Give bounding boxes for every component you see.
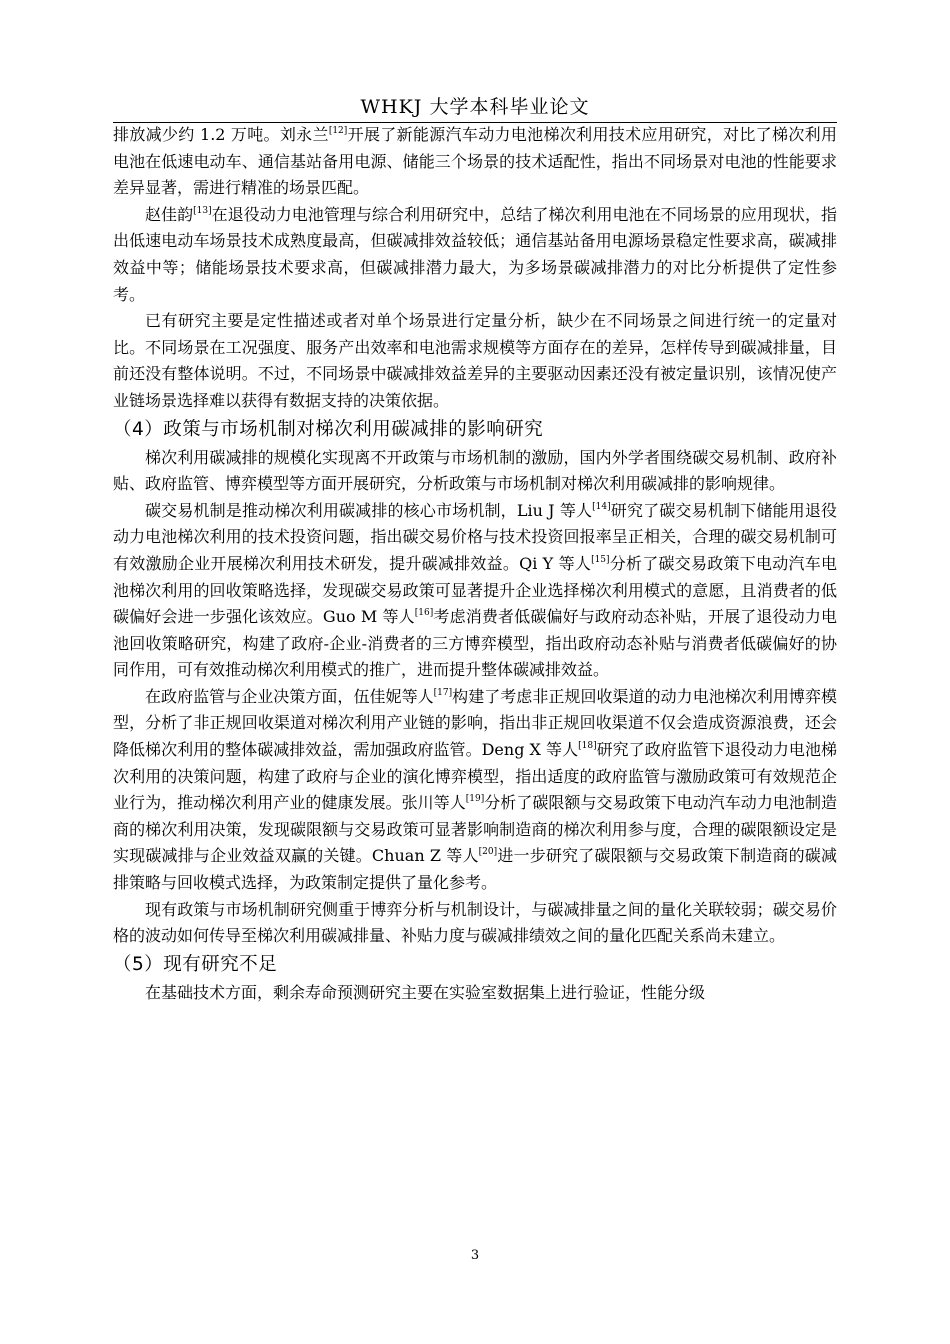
paragraph-text: 在退役动力电池管理与综合利用研究中，总结了梯次利用电池在不同场景的应用现状，指出低速电动车场景技术成熟度最高，但碳减排效益较低；通信基站备用电源场景稳定性要求高，碳减排效益中等；储能场景技术要求高，但碳减排潜力最大，为多场景碳减排潜力的对比分析提供了定性参考。 [113,204,837,304]
paragraph-text: 研究了政府监管下退役动力电池梯次利用的决策问题，构建了政府与企业的演化博弈模型，指出适度的政府监管与激励政策可有效规范企业行为，推动梯次利用产业的健康发展。张川等人 [113,740,837,813]
header-title: WHKJ 大学本科毕业论文 [360,96,590,118]
paragraph-text: 赵佳韵 [145,204,194,224]
paragraph-text: 开展了新能源汽车动力电池梯次利用技术应用研究，对比了梯次利用电池在低速电动车、通信基站备用电源、储能三个场景的技术适配性，指出不同场景对电池的性能要求差异显著，需进行精准的场景匹配。 [113,125,837,198]
body-paragraph [113,445,837,498]
citation-ref: [13] [193,205,212,216]
citation-ref: [17] [433,687,453,698]
citation-ref: [20] [478,847,498,858]
page-header [113,92,837,123]
paragraph-text: 已有研究主要是定性描述或者对单个场景进行定量分析，缺少在不同场景之间进行统一的定量对比。不同场景在工况强度、服务产出效率和电池需求规模等方面存在的差异，怎样传导到碳减排量，目前还没有整体说明。不过，不同场景中碳减排效益差异的主要驱动因素还没有被定量识别，该情况使产业链场景选择难以获得有数据支持的决策依据。 [113,311,837,410]
body-paragraph [113,498,837,684]
section-heading: （4）政策与市场机制对梯次利用碳减排的影响研究 [113,418,544,440]
paragraph-text: 进一步研究了碳限额与交易政策下制造商的碳减排策略与回收模式选择，为政策制定提供了量化参考。 [113,846,837,893]
paragraph-text: 分析了碳限额与交易政策下电动汽车动力电池制造商的梯次利用决策，发现碳限额与交易政策可显著影响制造商的梯次利用参与度，合理的碳限额设定是实现碳减排与企业效益双赢的关键。Chuan Z 等人 [113,793,837,866]
paragraph-text: 排放减少约 1.2 万吨。刘永兰 [113,125,329,144]
paragraph-text: 分析了碳交易政策下电动汽车电池梯次利用的回收策略选择，发现碳交易政策可显著提升企业选择梯次利用模式的意愿，且消费者的低碳偏好会进一步强化该效应。Guo M 等人 [113,553,837,627]
body-paragraph [113,122,837,202]
body-paragraph [113,980,837,1007]
paragraph-text: 构建了考虑非正规回收渠道的动力电池梯次利用博弈模型，分析了非正规回收渠道对梯次利用产业链的影响，指出非正规回收渠道不仅会造成资源浪费，还会降低梯次利用的整体碳减排效益，需加强政府监管。Deng X 等人 [113,686,837,760]
citation-ref: [16] [414,608,434,619]
paragraph-text: 碳交易机制是推动梯次利用碳减排的核心市场机制，Liu J 等人 [145,500,593,520]
page-number: 3 [470,1248,480,1263]
paragraph-text: 梯次利用碳减排的规模化实现离不开政策与市场机制的激励，国内外学者围绕碳交易机制、政府补贴、政府监管、博弈模型等方面开展研究，分析政策与市场机制对梯次利用碳减排的影响规律。 [113,447,837,494]
paragraph-text: 考虑消费者低碳偏好与政府动态补贴，开展了退役动力电池回收策略研究，构建了政府-企业-消费者的三方博弈模型，指出政府动态补贴与消费者低碳偏好的协同作用，可有效推动梯次利用模式的推广，进而提升整体碳减排效益。 [113,607,837,680]
paragraph-text: 研究了碳交易机制下储能用退役动力电池梯次利用的技术投资问题，指出碳交易价格与技术投资回报率呈正相关，合理的碳交易机制可有效激励企业开展梯次利用技术研发，提升碳减排效益。Qi Y 等人 [113,500,837,573]
body-paragraph [113,897,837,950]
paragraph-text: 现有政策与市场机制研究侧重于博弈分析与机制设计，与碳减排量之间的量化关联较弱；碳交易价格的波动如何传导至梯次利用碳减排量、补贴力度与碳减排绩效之间的量化匹配关系尚未建立。 [113,899,837,946]
citation-ref: [19] [465,794,485,805]
document-body [113,122,837,1006]
section-heading: （5）现有研究不足 [113,953,278,975]
paragraph-text: 在基础技术方面，剩余寿命预测研究主要在实验室数据集上进行验证，性能分级 [145,982,706,1002]
paragraph-text: 在政府监管与企业决策方面，伍佳妮等人 [145,686,434,706]
body-paragraph [113,202,837,308]
body-paragraph [113,684,837,897]
citation-ref: [14] [592,501,611,512]
citation-ref: [15] [591,554,610,565]
citation-ref: [18] [578,741,597,752]
body-paragraph [113,308,837,414]
citation-ref: [12] [328,126,348,136]
